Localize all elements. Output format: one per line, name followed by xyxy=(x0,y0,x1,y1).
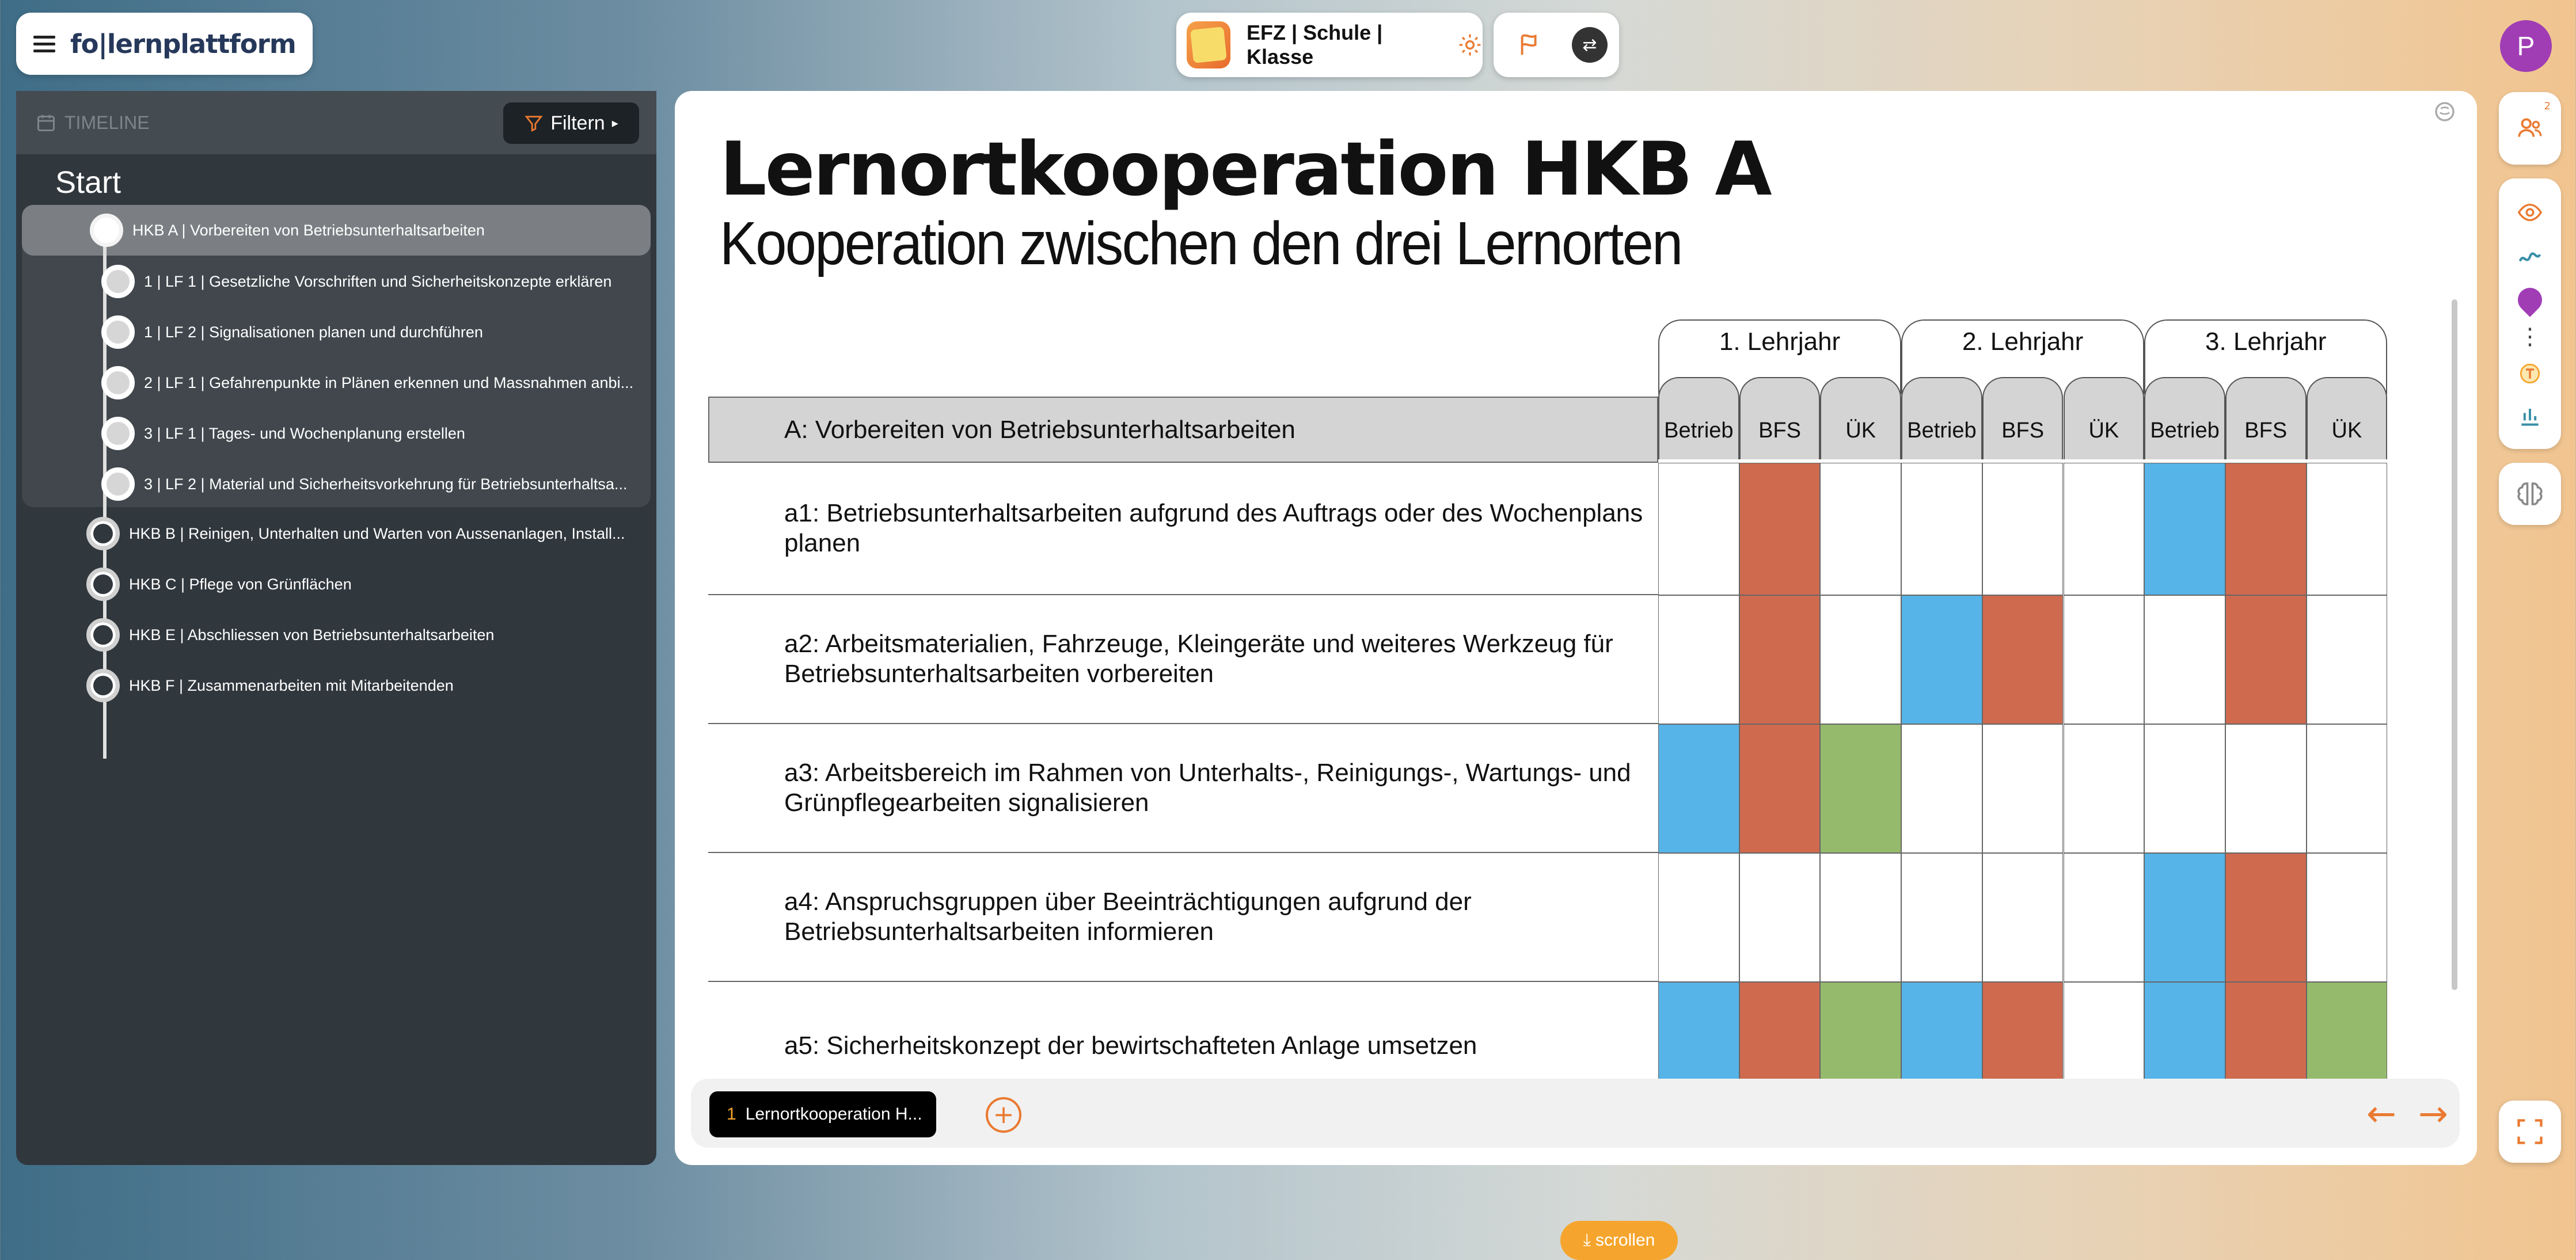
table-row-label: a1: Betriebsunterhaltsarbeiten aufgrund des Auftrags oder des Wochenplans planen xyxy=(708,463,1658,595)
timeline-node xyxy=(86,517,120,550)
table-cell xyxy=(1982,595,2064,724)
timeline-item-sub[interactable] xyxy=(101,417,465,450)
class-label: EFZ | Schule | Klasse xyxy=(1247,21,1383,68)
column-header: Betrieb xyxy=(1901,377,1982,459)
calendar-icon xyxy=(36,112,56,133)
table-cell xyxy=(1982,853,2064,982)
table-cell xyxy=(2144,853,2225,982)
table-cell xyxy=(2225,724,2307,853)
timeline-group-hkb-a xyxy=(22,205,651,507)
users-icon[interactable] xyxy=(2516,114,2544,143)
table-cell xyxy=(1901,595,1982,724)
text-tool-icon[interactable] xyxy=(2518,361,2542,386)
table-cell xyxy=(2307,595,2388,724)
timeline-header xyxy=(16,91,656,154)
scroll-button[interactable] xyxy=(1560,1221,1678,1260)
table-cell xyxy=(2225,463,2307,595)
timeline-item-hkb-e[interactable] xyxy=(86,618,494,652)
table-cell xyxy=(2144,724,2225,853)
timeline-node xyxy=(86,669,120,702)
timeline-item-sub[interactable] xyxy=(101,315,483,349)
timeline-node xyxy=(90,214,123,247)
page-tab-number: 1 xyxy=(727,1105,736,1124)
timeline-item-label: 3 | LF 1 | Tages- und Wochenplanung erstellen xyxy=(144,424,465,442)
participants-badge: 2 xyxy=(2544,100,2551,112)
squiggle-icon[interactable] xyxy=(2517,243,2543,270)
filter-icon xyxy=(524,113,544,133)
timeline-label: TIMELINE xyxy=(64,112,150,133)
fullscreen-button[interactable] xyxy=(2499,1101,2561,1163)
table-row-label: a5: Sicherheitskonzept der bewirtschafteten Anlage umsetzen xyxy=(708,982,1658,1111)
table-cell xyxy=(2225,595,2307,724)
caret-right-icon: ▸ xyxy=(611,116,618,130)
table-cell xyxy=(1982,724,2064,853)
timeline-item-label: HKB C | Pflege von Grünflächen xyxy=(129,575,352,593)
timeline-sidebar xyxy=(16,91,656,1165)
brain-icon[interactable] xyxy=(2514,478,2545,509)
column-header: ÜK xyxy=(2064,377,2145,459)
timeline-item-hkb-c[interactable] xyxy=(86,568,352,601)
start-label: Start xyxy=(55,165,121,200)
scroll-button-label: scrollen xyxy=(1595,1231,1655,1250)
switch-user-icon[interactable]: ⇄ xyxy=(1572,27,1608,63)
participants-card xyxy=(2499,92,2561,165)
table-cell xyxy=(1820,724,1901,853)
table-cell xyxy=(2307,724,2388,853)
page-subtitle: Kooperation zwischen den drei Lernorten xyxy=(720,210,1682,277)
menu-icon[interactable] xyxy=(33,32,55,56)
table-row-label: a4: Anspruchsgruppen über Beeinträchtigungen aufgrund der Betriebsunterhaltsarbeiten informieren xyxy=(708,853,1658,982)
column-header: ÜK xyxy=(2307,377,2388,459)
timeline-node xyxy=(101,265,135,298)
column-header: BFS xyxy=(2225,377,2307,459)
timeline-item-hkb-b[interactable] xyxy=(86,517,625,550)
gear-icon[interactable] xyxy=(1457,32,1483,58)
table-cell xyxy=(2307,463,2388,595)
table-row-label: a2: Arbeitsmaterialien, Fahrzeuge, Kleingeräte und weiteres Werkzeug für Betriebsunterhaltsarbeiten vorbereiten xyxy=(708,595,1658,724)
right-toolbar xyxy=(2499,92,2561,525)
flag-toolbar xyxy=(1494,13,1619,77)
table-cell xyxy=(1658,853,1739,982)
timeline-node xyxy=(101,315,135,349)
year-header: 1. Lehrjahr xyxy=(1658,319,1901,394)
table-cell xyxy=(1739,853,1821,982)
chart-tool-icon[interactable] xyxy=(2517,403,2543,429)
table-cell xyxy=(1658,724,1739,853)
column-header: BFS xyxy=(1739,377,1821,459)
table-cell xyxy=(1820,595,1901,724)
table-cell xyxy=(1820,853,1901,982)
table-cell xyxy=(1901,463,1982,595)
scrollbar[interactable] xyxy=(2452,299,2457,990)
timeline-item-label: HKB F | Zusammenarbeiten mit Mitarbeitenden xyxy=(129,676,454,694)
logo[interactable]: fo|lernplattform xyxy=(70,28,296,59)
table-cell xyxy=(2307,853,2388,982)
timeline-node xyxy=(101,417,135,450)
timeline-item-sub[interactable] xyxy=(101,265,611,298)
table-row-label: a3: Arbeitsbereich im Rahmen von Unterhalts-, Reinigungs-, Wartungs- und Grünpflegearbeiten signalisieren xyxy=(708,724,1658,853)
timeline-item-sub[interactable] xyxy=(101,366,633,399)
flag-icon[interactable] xyxy=(1517,32,1543,58)
timeline-item-label: HKB A | Vorbereiten von Betriebsunterhaltsarbeiten xyxy=(132,221,485,239)
table-cell xyxy=(2064,595,2145,724)
page-tab-1[interactable] xyxy=(709,1091,936,1137)
column-header: Betrieb xyxy=(1658,377,1739,459)
page-navigation-bar xyxy=(691,1079,2460,1148)
table-cell xyxy=(1982,463,2064,595)
timeline-item-label: 1 | LF 2 | Signalisationen planen und durchführen xyxy=(144,323,483,341)
class-thumbnail xyxy=(1187,21,1230,68)
tools-card xyxy=(2499,178,2561,449)
table-cell xyxy=(1901,853,1982,982)
table-cell xyxy=(1658,595,1739,724)
table-cell xyxy=(1658,463,1739,595)
timeline-item-label: HKB E | Abschliessen von Betriebsunterhaltsarbeiten xyxy=(129,626,495,644)
section-head: A: Vorbereiten von Betriebsunterhaltsarbeiten xyxy=(708,397,1658,463)
add-page-button[interactable]: + xyxy=(986,1097,1021,1133)
table-cell xyxy=(1739,463,1821,595)
timeline-item-label: HKB B | Reinigen, Unterhalten und Warten von Aussenanlagen, Install... xyxy=(129,524,625,542)
table-cell xyxy=(1901,724,1982,853)
timeline-node xyxy=(101,467,135,501)
filter-button[interactable] xyxy=(503,102,639,144)
eye-icon[interactable] xyxy=(2517,199,2543,226)
timeline-node xyxy=(86,618,120,652)
table-cell xyxy=(2064,724,2145,853)
column-header: ÜK xyxy=(1820,377,1901,459)
timeline-item-hkb-f[interactable] xyxy=(86,669,454,702)
page-title: Lernortkooperation HKB A xyxy=(720,127,1770,212)
column-header: BFS xyxy=(1982,377,2064,459)
year-header: 2. Lehrjahr xyxy=(1901,319,2144,394)
table-cell xyxy=(2064,853,2145,982)
location-pin-icon[interactable] xyxy=(2513,283,2547,317)
logo-bar xyxy=(16,13,313,75)
main-content xyxy=(675,91,2477,1250)
table-cell xyxy=(1739,724,1821,853)
table-cell xyxy=(1820,463,1901,595)
class-selector[interactable] xyxy=(1176,13,1483,77)
prev-page-icon[interactable]: ← xyxy=(2366,1092,2396,1135)
timeline-item-label: 2 | LF 1 | Gefahrenpunkte in Plänen erkennen und Massnahmen anbi... xyxy=(144,374,634,391)
table-cell xyxy=(2144,463,2225,595)
user-avatar[interactable]: P xyxy=(2500,20,2552,72)
timeline-node xyxy=(101,366,135,399)
table-cell xyxy=(1739,595,1821,724)
table-cell xyxy=(2225,853,2307,982)
timeline-item-label: 1 | LF 1 | Gesetzliche Vorschriften und Sicherheitskonzepte erklären xyxy=(144,272,612,290)
brain-settings-icon[interactable] xyxy=(2433,100,2456,129)
timeline-item-hkb-a[interactable] xyxy=(90,214,485,247)
download-icon: ⤓ xyxy=(1583,1231,1591,1250)
timeline-node xyxy=(86,568,120,601)
table-cell xyxy=(2144,595,2225,724)
filter-label: Filtern xyxy=(550,112,605,134)
year-header: 3. Lehrjahr xyxy=(2144,319,2387,394)
next-page-icon[interactable]: → xyxy=(2418,1092,2448,1135)
fullscreen-icon xyxy=(2515,1117,2545,1147)
table-cell xyxy=(2064,463,2145,595)
column-header: Betrieb xyxy=(2144,377,2225,459)
page-tab-label: Lernortkooperation H... xyxy=(745,1105,922,1124)
timeline-item-label: 3 | LF 2 | Material und Sicherheitsvorkehrung für Betriebsunterhaltsa... xyxy=(144,475,628,493)
more-dots-icon[interactable]: ⋮ xyxy=(2518,323,2541,350)
brain-card xyxy=(2499,463,2561,525)
timeline-item-sub[interactable] xyxy=(101,467,627,501)
